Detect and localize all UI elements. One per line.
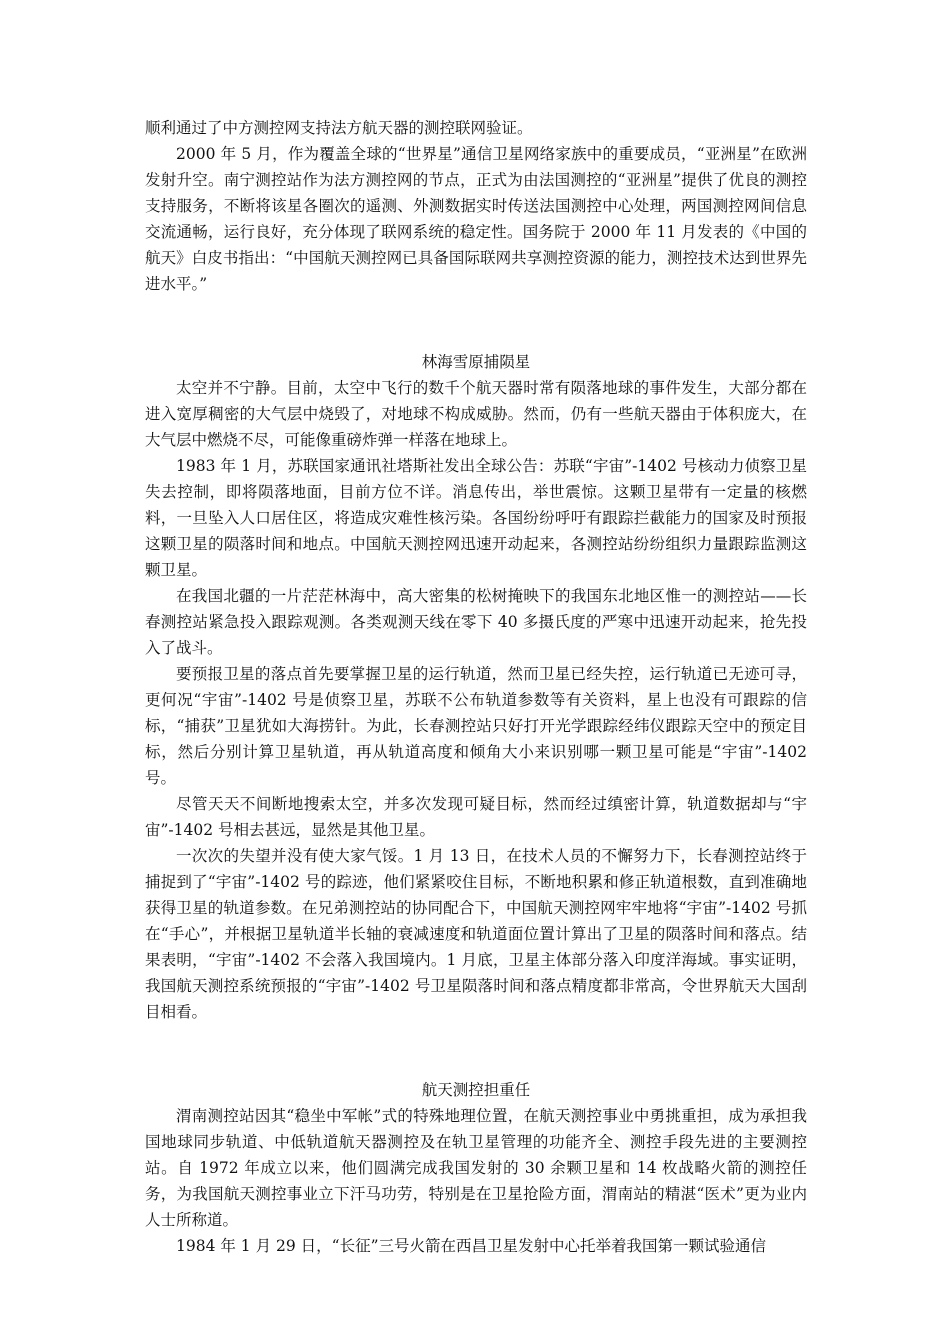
document-body (145, 115, 807, 1259)
section-spacer (145, 297, 807, 349)
paragraph: 太空并不宁静。目前，太空中飞行的数千个航天器时常有陨落地球的事件发生，大部分都在进入宽厚稠密的大气层中烧毁了，对地球不构成威胁。然而，仍有一些航天器由于体积庞大，在大气层中燃烧不尽，可能像重磅炸弹一样落在地球上。 (145, 379, 807, 449)
paragraph: 尽管天天不间断地搜索太空，并多次发现可疑目标，然而经过缜密计算，轨道数据却与“宇宙”-1402 号相去甚远，显然是其他卫星。 (145, 795, 807, 839)
section-spacer (145, 1025, 807, 1077)
paragraph: 2000 年 5 月，作为覆盖全球的“世界星”通信卫星网络家族中的重要成员，“亚洲星”在欧洲发射升空。南宁测控站作为法方测控网的节点，正式为由法国测控的“亚洲星”提供了优良的测控支持服务，不断将该星各圈次的遥测、外测数据实时传送法国测控中心处理，两国测控网间信息交流通畅，运行良好，充分体现了联网系统的稳定性。国务院于 2000 年 11 月发表的《中国的航天》白皮书指出：“中国航天测控网已具备国际联网共享测控资源的能力，测控技术达到世界先进水平。” (145, 145, 807, 293)
paragraph: 渭南测控站因其“稳坐中军帐”式的特殊地理位置，在航天测控事业中勇挑重担，成为承担我国地球同步轨道、中低轨道航天器测控及在轨卫星管理的功能齐全、测控手段先进的主要测控站。自 1972 年成立以来，他们圆满完成我国发射的 30 余颗卫星和 14 枚战略火箭的测控任务，为我国航天测控事业立下汗马功劳，特别是在卫星抢险方面，渭南站的精湛“医术”更为业内人士所称道。 (145, 1107, 807, 1229)
paragraph: 一次次的失望并没有使大家气馁。1 月 13 日，在技术人员的不懈努力下，长春测控站终于捕捉到了“宇宙”-1402 号的踪迹，他们紧紧咬住目标，不断地积累和修正轨道根数，直到准确地获得卫星的轨道参数。在兄弟测控站的协同配合下，中国航天测控网牢牢地将“宇宙”-1402 号抓在“手心”，并根据卫星轨道半长轴的衰减速度和轨道面位置计算出了卫星的陨落时间和落点。结果表明，“宇宙”-1402 不会落入我国境内。1 月底，卫星主体部分落入印度洋海域。事实证明，我国航天测控系统预报的“宇宙”-1402 号卫星陨落时间和落点精度都非常高，令世界航天大国刮目相看。 (145, 847, 807, 1021)
paragraph: 1984 年 1 月 29 日，“长征”三号火箭在西昌卫星发射中心托举着我国第一颗试验通信 (176, 1237, 767, 1255)
paragraph: 要预报卫星的落点首先要掌握卫星的运行轨道，然而卫星已经失控，运行轨道已无迹可寻，更何况“宇宙”-1402 号是侦察卫星，苏联不公布轨道参数等有关资料，星上也没有可跟踪的信标，“捕获”卫星犹如大海捞针。为此，长春测控站只好打开光学跟踪经纬仪跟踪天空中的预定目标，然后分别计算卫星轨道，再从轨道高度和倾角大小来识别哪一颗卫星可能是“宇宙”-1402 号。 (145, 665, 807, 787)
paragraph: 在我国北疆的一片茫茫林海中，高大密集的松树掩映下的我国东北地区惟一的测控站——长春测控站紧急投入跟踪观测。各类观测天线在零下 40 多摄氏度的严寒中迅速开动起来，抢先投入了战斗。 (145, 587, 807, 657)
paragraph: 顺利通过了中方测控网支持法方航天器的测控联网验证。 (145, 119, 533, 137)
paragraph: 1983 年 1 月，苏联国家通讯社塔斯社发出全球公告：苏联“宇宙”-1402 号核动力侦察卫星失去控制，即将陨落地面，目前方位不详。消息传出，举世震惊。这颗卫星带有一定量的核燃料，一旦坠入人口居住区，将造成灾难性核污染。各国纷纷呼吁有跟踪拦截能力的国家及时预报这颗卫星的陨落时间和地点。中国航天测控网迅速开动起来，各测控站纷纷组织力量跟踪监测这颗卫星。 (145, 457, 807, 579)
section-title: 航天测控担重任 (421, 1081, 531, 1099)
section-title: 林海雪原捕陨星 (421, 353, 531, 371)
